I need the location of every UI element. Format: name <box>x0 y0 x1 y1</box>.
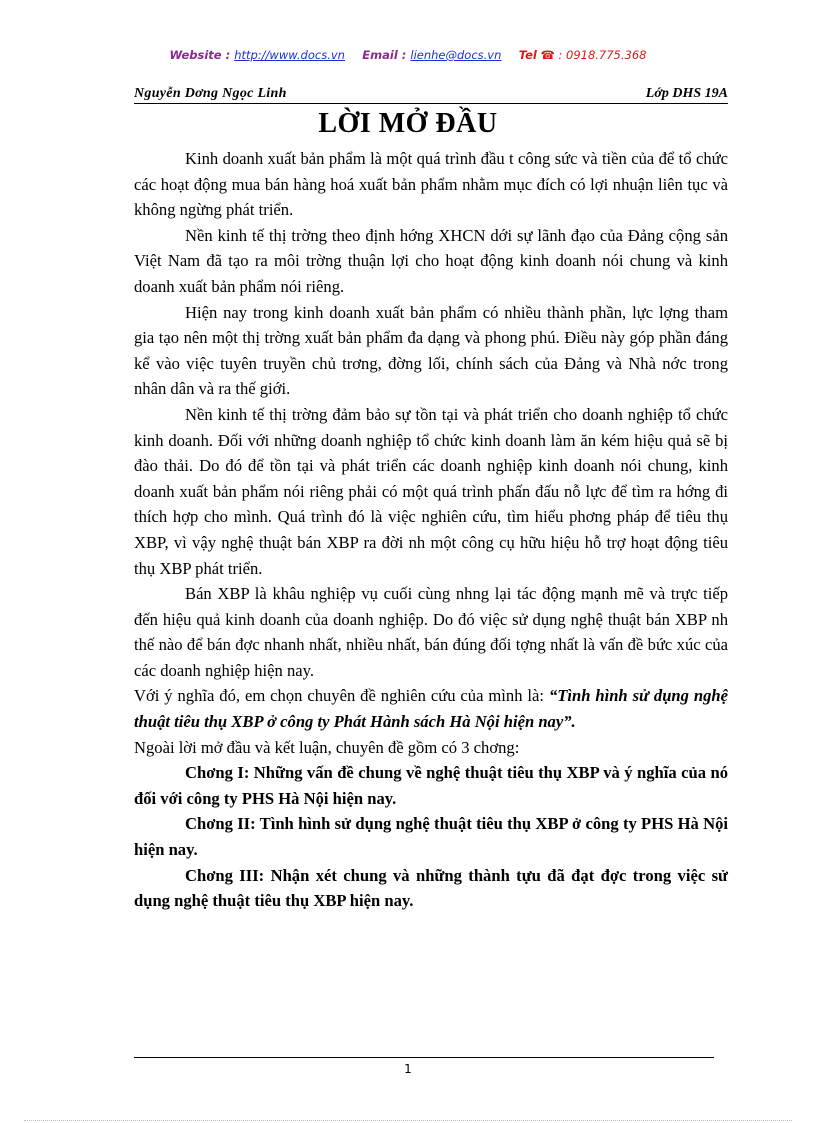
website-label: Website <box>169 48 222 62</box>
tel-label: Tel <box>518 48 537 62</box>
class-name: Lớp DHS 19A <box>645 86 728 101</box>
document-body <box>134 146 728 914</box>
chapter-2: Chơng II: Tình hình sử dụng nghệ thuật tiêu thụ XBP ở công ty PHS Hà Nội hiện nay. <box>134 814 728 860</box>
paragraph-5: Bán XBP là khâu nghiệp vụ cuối cùng nhng lại tác động mạnh mẽ và trực tiếp đến hiệu quả kinh doanh của doanh nghiệp. Do đó việc sử dụng nghệ thuật bán XBP nh thế nào để bán đợc nhanh nhất, nhiều nhất, bán đúng đối tợng nhất là vấn đề bức xúc của các doanh nghiệp hiện nay. <box>134 584 728 680</box>
paragraph-2: Nền kinh tế thị trờng theo định hớng XHCN dới sự lãnh đạo của Đảng cộng sản Việt Nam đã tạo ra môi trờng thuận lợi cho hoạt động kinh doanh nói chung và kinh doanh xuất bản phẩm nói riêng. <box>134 225 728 296</box>
header-rule <box>134 103 728 104</box>
tel-number: : 0918.775.368 <box>554 48 647 62</box>
topic-title: “Tình hình sử dụng nghệ thuật tiêu thụ XBP ở công ty Phát Hành sách Hà Nội hiện nay”. <box>134 686 728 732</box>
chapter-3: Chơng III: Nhận xét chung và những thành tựu đã đạt đợc trong việc sử dụng nghệ thuật tiêu thụ XBP hiện nay. <box>134 865 728 911</box>
page-edge-divider <box>24 1120 792 1121</box>
paragraph-1: Kinh doanh xuất bản phẩm là một quá trình đầu t công sức và tiền của để tổ chức các hoạt động mua bán hàng hoá xuất bản phẩm nhằm mục đích có lợi nhuận liên tục và không ngừng phát triển. <box>134 149 728 220</box>
paragraph-4: Nền kinh tế thị trờng đảm bảo sự tồn tại và phát triển cho doanh nghiệp tổ chức kinh doanh. Đối với những doanh nghiệp tổ chức kinh doanh làm ăn kém hiệu quả sẽ bị đào thải. Do đó để tồn tại và phát triển các doanh nghiệp kinh doanh nói chung, kinh doanh xuất bản phẩm nói riêng phải có một quá trình phấn đấu nỗ lực để tìm ra hớng đi thích hợp cho mình. Quá trình đó là việc nghiên cứu, tìm hiểu phơng pháp để tiêu thụ XBP, vì vậy nghệ thuật bán XBP ra đời nh một công cụ hữu hiệu hỗ trợ hoạt động tiêu thụ XBP phát triển. <box>134 404 728 578</box>
email-label: Email <box>362 48 398 62</box>
website-link[interactable]: http://www.docs.vn <box>234 48 345 62</box>
phone-icon: ☎ <box>540 48 555 62</box>
topic-paragraph <box>134 683 728 734</box>
email-link[interactable]: lienhe@docs.vn <box>410 48 502 62</box>
page-title: LỜI MỞ ĐẦU <box>318 108 498 139</box>
paragraph-3: Hiện nay trong kinh doanh xuất bản phẩm có nhiều thành phần, lực lợng tham gia tạo nên một thị trờng xuất bản phẩm đa dạng và phong phú. Điều này góp phần đáng kể vào việc tuyên truyền chủ trơng, đờng lối, chính sách của Đảng và Nhà nớc trong nhân dân và ra thế giới. <box>134 302 728 399</box>
author-name: Nguyễn Dơng Ngọc Linh <box>134 86 287 101</box>
page-number: 1 <box>404 1062 412 1076</box>
topic-lead: Với ý nghĩa đó, em chọn chuyên đề nghiên cứu của mình là: <box>134 686 549 706</box>
chapter-1: Chơng I: Những vấn đề chung về nghệ thuật tiêu thụ XBP và ý nghĩa của nó đối với công ty PHS Hà Nội hiện nay. <box>134 763 728 808</box>
site-info-bar: Website : http://www.docs.vn Email : lienhe@docs.vn Tel ☎ : 0918.775.368 <box>169 48 647 62</box>
footer-rule <box>134 1057 714 1058</box>
chapters-intro: Ngoài lời mở đầu và kết luận, chuyên đề gồm có 3 chơng: <box>134 737 520 757</box>
